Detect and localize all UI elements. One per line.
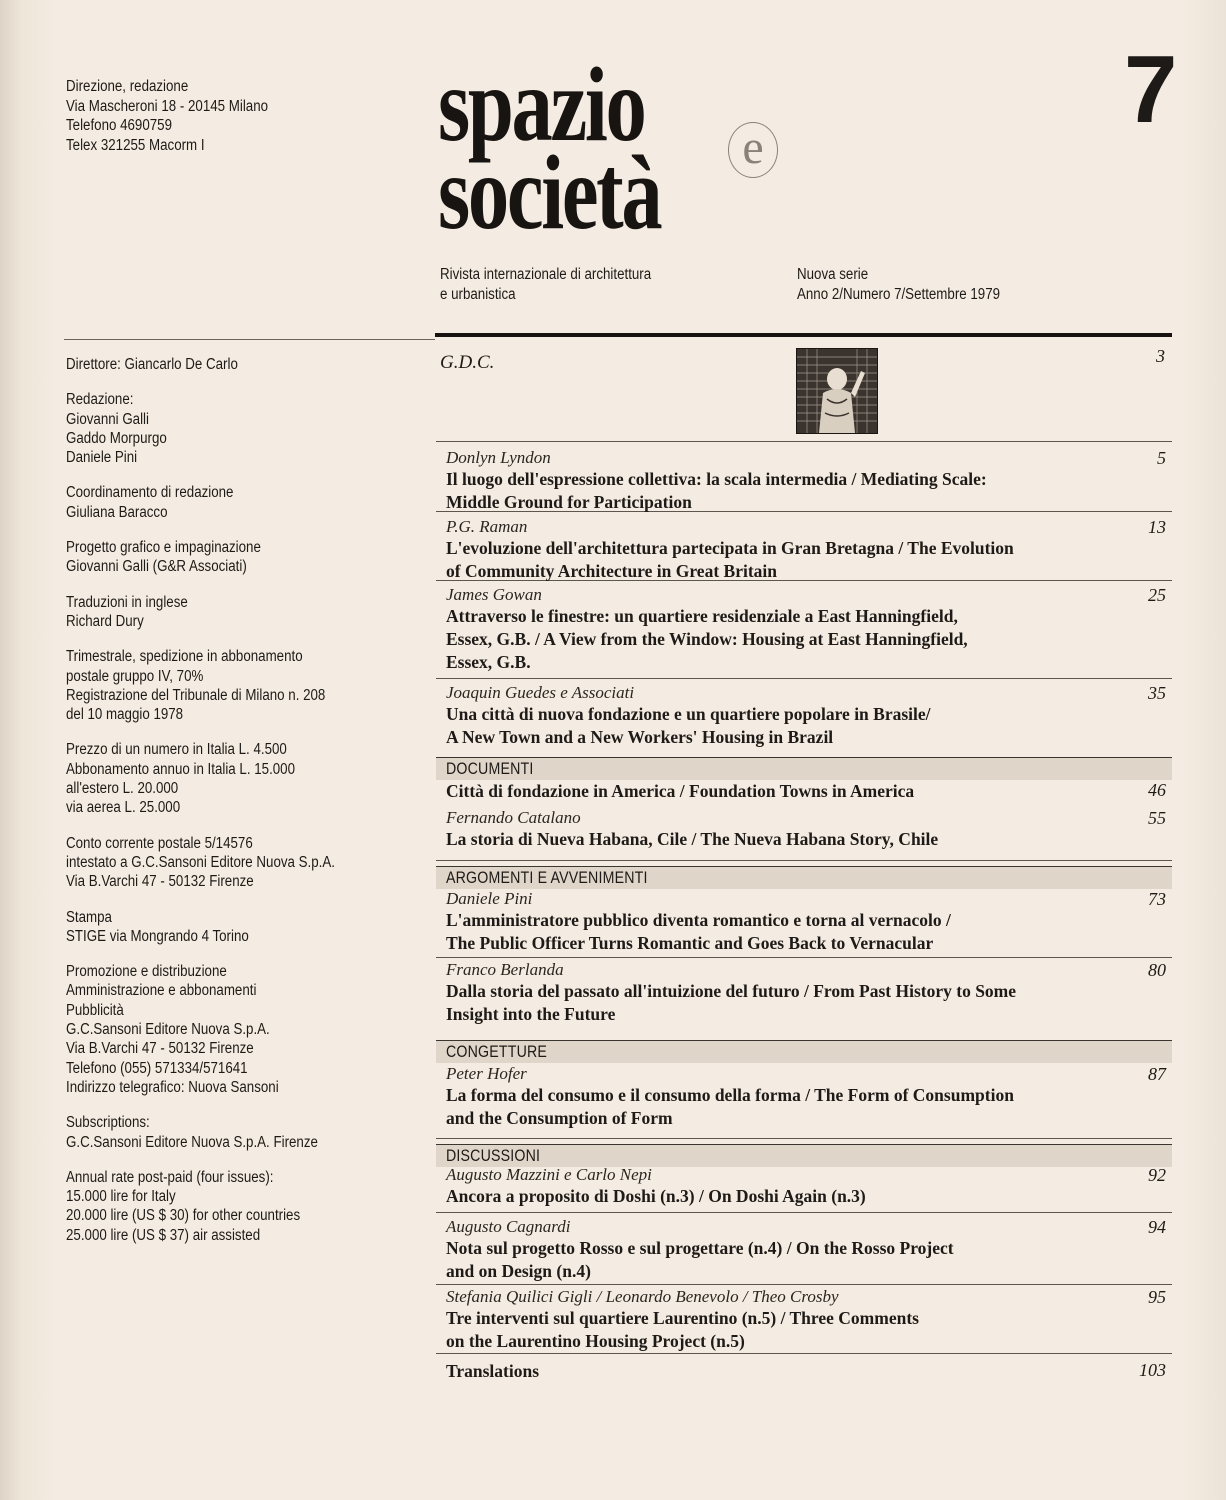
credits-line: all'estero L. 20.000	[66, 780, 179, 798]
credits-line: Daniele Pini	[66, 449, 138, 467]
toc-entry-title: L'amministratore pubblico diventa romantico e torna al vernacolo /	[446, 910, 951, 930]
credits-block	[66, 962, 426, 1097]
sidebar-divider	[64, 339, 435, 340]
editorial-address	[66, 77, 301, 155]
toc-entry-title: Tre interventi sul quartiere Laurentino (n.5) / Three Comments	[446, 1308, 919, 1328]
credits-line: via aerea L. 25.000	[66, 799, 181, 817]
credits-line: Stampa	[66, 908, 112, 926]
toc-entry[interactable]	[436, 1064, 1172, 1130]
credits-line: G.C.Sansoni Editore Nuova S.p.A.	[66, 1021, 270, 1039]
serie-line: Anno 2/Numero 7/Settembre 1979	[797, 286, 1001, 303]
toc-entry-author: Joaquin Guedes e Associati	[446, 683, 635, 702]
toc-entry-author: P.G. Raman	[446, 517, 528, 536]
section-label: CONGETTURE	[446, 1043, 548, 1061]
toc-entry[interactable]	[436, 683, 1172, 749]
toc-entry-title: Dalla storia del passato all'intuizione del futuro / From Past History to Some	[446, 981, 1017, 1001]
toc-entry-title: and the Consumption of Form	[446, 1108, 673, 1128]
address-line: Telefono 4690759	[66, 117, 173, 134]
toc-entry-page: 55	[1148, 808, 1166, 828]
toc-entry[interactable]	[436, 1360, 1172, 1383]
toc-divider	[436, 441, 1172, 442]
credits-block	[66, 355, 426, 374]
toc-entry-author: Augusto Cagnardi	[446, 1217, 571, 1236]
toc-entry-page: 5	[1157, 448, 1166, 468]
section-header-argomenti	[436, 866, 1172, 889]
credits-line: Pubblicità	[66, 1001, 124, 1019]
toc-entry-page: 94	[1148, 1217, 1166, 1237]
toc-divider	[436, 1138, 1172, 1139]
toc-entry-title: Translations	[446, 1361, 540, 1381]
section-header-discussioni	[436, 1144, 1172, 1167]
credits-line: 25.000 lire (US $ 37) air assisted	[66, 1226, 261, 1244]
toc-divider	[436, 957, 1172, 958]
magazine-subtitle	[440, 265, 686, 305]
credits-block	[66, 390, 426, 467]
toc-entry-title: Nota sul progetto Rosso e sul progettare (n.4) / On the Rosso Project	[446, 1238, 954, 1258]
credits-line: Registrazione del Tribunale di Milano n. 208	[66, 686, 326, 704]
section-header-congetture	[436, 1040, 1172, 1063]
credits-line: 15.000 lire for Italy	[66, 1188, 176, 1206]
credits-line: 20.000 lire (US $ 30) for other countries	[66, 1207, 301, 1225]
toc-entry[interactable]	[436, 780, 1172, 803]
header-divider	[435, 333, 1172, 337]
toc-entry-title: Attraverso le finestre: un quartiere residenziale a East Hanningfield,	[446, 606, 958, 626]
credits-line: Traduzioni in inglese	[66, 593, 188, 611]
toc-entry-title: Middle Ground for Participation	[446, 492, 692, 512]
issue-info	[797, 265, 1033, 305]
credits-line: Telefono (055) 571334/571641	[66, 1059, 248, 1077]
logo-word-spazio: spazio	[438, 46, 645, 163]
toc-entry[interactable]	[436, 517, 1172, 583]
toc-entry-author: Stefania Quilici Gigli / Leonardo Benevolo / Theo Crosby	[446, 1287, 839, 1306]
address-line: Telex 321255 Macorm I	[66, 136, 205, 154]
credits-block	[66, 908, 426, 947]
credits-block	[66, 834, 426, 892]
toc-gdc-page: 3	[1156, 346, 1165, 366]
credits-line: Progetto grafico e impaginazione	[66, 539, 261, 557]
toc-entry[interactable]	[436, 1165, 1172, 1208]
toc-entry-title: Essex, G.B. / A View from the Window: Housing at East Hanningfield,	[446, 629, 968, 649]
credits-line: Indirizzo telegrafico: Nuova Sansoni	[66, 1078, 279, 1096]
credits-line: Richard Dury	[66, 612, 144, 630]
credits-line: postale gruppo IV, 70%	[66, 667, 204, 685]
credits-line: Annual rate post-paid (four issues):	[66, 1168, 274, 1186]
logo-circled-e	[728, 122, 778, 178]
toc-entry-page: 46	[1148, 780, 1166, 800]
credits-block	[66, 483, 426, 522]
credits-line: Gaddo Morpurgo	[66, 429, 167, 447]
toc-entry-title: Una città di nuova fondazione e un quartiere popolare in Brasile/	[446, 704, 931, 724]
credits-block	[66, 538, 426, 577]
toc-entry-title: of Community Architecture in Great Britain	[446, 561, 778, 581]
toc-entry-page: 103	[1139, 1360, 1166, 1380]
toc-entry-page: 73	[1148, 889, 1166, 909]
toc-entry-title: La forma del consumo e il consumo della forma / The Form of Consumption	[446, 1085, 1014, 1105]
toc-entry-title: Ancora a proposito di Doshi (n.3) / On Doshi Again (n.3)	[446, 1186, 866, 1206]
toc-entry-author: Augusto Mazzini e Carlo Nepi	[446, 1165, 652, 1184]
toc-entry-author: James Gowan	[446, 585, 542, 604]
credits-block	[66, 1168, 426, 1245]
toc-divider	[436, 860, 1172, 861]
credits-line: STIGE via Mongrando 4 Torino	[66, 927, 249, 945]
credits-line: Promozione e distribuzione	[66, 963, 227, 981]
toc-entry[interactable]	[436, 585, 1172, 674]
credits-block	[66, 1113, 426, 1152]
credits-column	[66, 355, 426, 1261]
toc-entry-title: L'evoluzione dell'architettura partecipata in Gran Bretagna / The Evolution	[446, 538, 1014, 558]
toc-entry-page: 87	[1148, 1064, 1166, 1084]
credits-block	[66, 740, 426, 817]
toc-entry-page: 35	[1148, 683, 1166, 703]
toc-entry[interactable]	[436, 808, 1172, 851]
credits-line: Trimestrale, spedizione in abbonamento	[66, 648, 303, 666]
toc-entry-title: and on Design (n.4)	[446, 1261, 591, 1281]
logo-e-letter: e	[742, 121, 764, 174]
credits-line: Coordinamento di redazione	[66, 484, 234, 502]
toc-entry-author: Fernando Catalano	[446, 808, 581, 827]
toc-entry-page: 13	[1148, 517, 1166, 537]
address-line: Via Mascheroni 18 - 20145 Milano	[66, 97, 269, 115]
toc-entry-title: Insight into the Future	[446, 1004, 616, 1024]
serie-line: Nuova serie	[797, 266, 869, 283]
section-header-documenti	[436, 757, 1172, 780]
engraving-image	[796, 348, 878, 434]
toc-entry-title: Essex, G.B.	[446, 652, 531, 672]
credits-block	[66, 593, 426, 632]
credits-line: Via B.Varchi 47 - 50132 Firenze	[66, 873, 254, 891]
credits-line: Abbonamento annuo in Italia L. 15.000	[66, 760, 296, 778]
logo-word-societa: società	[438, 134, 661, 251]
credits-line: Amministrazione e abbonamenti	[66, 982, 257, 1000]
toc-entry-author: Franco Berlanda	[446, 960, 564, 979]
credits-line: Direttore: Giancarlo De Carlo	[66, 356, 238, 373]
credits-line: G.C.Sansoni Editore Nuova S.p.A. Firenze	[66, 1133, 318, 1151]
toc-entry[interactable]	[436, 1217, 1172, 1283]
credits-line: Prezzo di un numero in Italia L. 4.500	[66, 741, 287, 759]
credits-block	[66, 647, 426, 724]
toc-entry-title: La storia di Nueva Habana, Cile / The Nueva Habana Story, Chile	[446, 829, 939, 849]
issue-number: 7	[1124, 36, 1178, 143]
subtitle-line: Rivista internazionale di architettura	[440, 266, 652, 283]
credits-line: del 10 maggio 1978	[66, 706, 184, 724]
toc-entry[interactable]	[436, 960, 1172, 1026]
section-label: DOCUMENTI	[446, 760, 534, 778]
toc-divider	[436, 1353, 1172, 1354]
credits-line: Via B.Varchi 47 - 50132 Firenze	[66, 1040, 254, 1058]
toc-entry-title: A New Town and a New Workers' Housing in Brazil	[446, 727, 834, 747]
section-label: DISCUSSIONI	[446, 1147, 541, 1165]
credits-line: Conto corrente postale 5/14576	[66, 834, 253, 852]
toc-entry[interactable]	[436, 1287, 1172, 1353]
address-line: Direzione, redazione	[66, 78, 189, 95]
subtitle-line: e urbanistica	[440, 286, 516, 303]
toc-entry-title: Città di fondazione in America / Foundation Towns in America	[446, 781, 915, 801]
credits-line: Giuliana Baracco	[66, 503, 168, 521]
toc-entry-page: 80	[1148, 960, 1166, 980]
toc-entry-author: Peter Hofer	[446, 1064, 527, 1083]
toc-entry-title: Il luogo dell'espressione collettiva: la scala intermedia / Mediating Scale:	[446, 469, 987, 489]
toc-entry-page: 95	[1148, 1287, 1166, 1307]
credits-line: Giovanni Galli (G&R Associati)	[66, 558, 247, 576]
credits-line: Redazione:	[66, 391, 134, 409]
toc-entry-title: on the Laurentino Housing Project (n.5)	[446, 1331, 745, 1351]
credits-line: Giovanni Galli	[66, 410, 149, 428]
toc-divider	[436, 678, 1172, 679]
toc-entry-page: 92	[1148, 1165, 1166, 1185]
credits-line: Subscriptions:	[66, 1114, 150, 1132]
toc-entry[interactable]	[436, 889, 1172, 955]
toc-entry-page: 25	[1148, 585, 1166, 605]
toc-gdc-label: G.D.C.	[440, 352, 495, 373]
toc-divider	[436, 1284, 1172, 1285]
section-label: ARGOMENTI E AVVENIMENTI	[446, 869, 648, 887]
toc-entry-author: Daniele Pini	[446, 889, 533, 908]
credits-line: intestato a G.C.Sansoni Editore Nuova S.p.A.	[66, 853, 335, 871]
toc-entry[interactable]	[436, 448, 1172, 514]
toc-entry-title: The Public Officer Turns Romantic and Goes Back to Vernacular	[446, 933, 934, 953]
toc-divider	[436, 1212, 1172, 1213]
toc-entry-author: Donlyn Lyndon	[446, 448, 551, 467]
